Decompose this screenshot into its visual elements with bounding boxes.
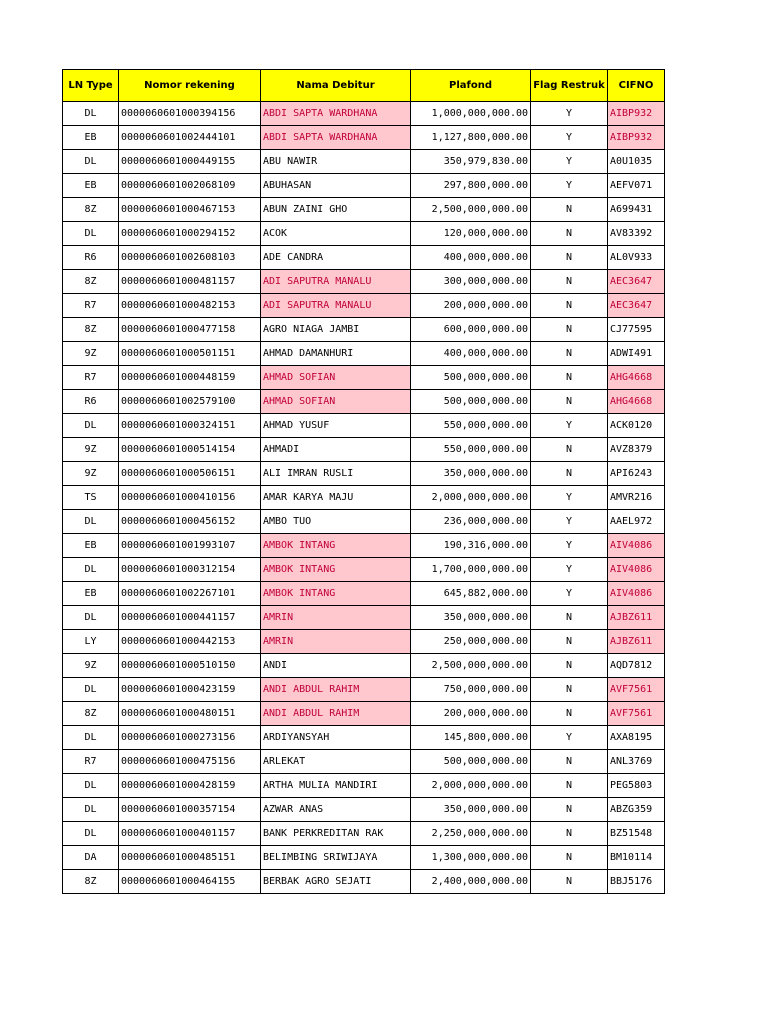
plafond-cell[interactable]: 1,300,000,000.00 bbox=[411, 846, 531, 870]
account-number-cell[interactable]: 0000060601002608103 bbox=[119, 246, 261, 270]
table-body bbox=[63, 102, 665, 894]
debtor-name-cell[interactable]: BANK PERKREDITAN RAK bbox=[261, 822, 411, 846]
cifno-cell[interactable]: CJ77595 bbox=[608, 318, 665, 342]
account-number-cell[interactable]: 0000060601000394156 bbox=[119, 102, 261, 126]
ln-type-cell[interactable]: R7 bbox=[63, 750, 119, 774]
plafond-cell[interactable]: 297,800,000.00 bbox=[411, 174, 531, 198]
plafond-cell[interactable]: 236,000,000.00 bbox=[411, 510, 531, 534]
plafond-cell[interactable]: 1,700,000,000.00 bbox=[411, 558, 531, 582]
flag-restruk-cell[interactable]: N bbox=[531, 702, 608, 726]
debtor-name-cell[interactable]: ARDIYANSYAH bbox=[261, 726, 411, 750]
debtor-name-cell[interactable]: ALI IMRAN RUSLI bbox=[261, 462, 411, 486]
plafond-cell[interactable]: 1,127,800,000.00 bbox=[411, 126, 531, 150]
ln-type-cell[interactable]: EB bbox=[63, 582, 119, 606]
cifno-cell[interactable]: BM10114 bbox=[608, 846, 665, 870]
debtor-name-cell[interactable]: AGRO NIAGA JAMBI bbox=[261, 318, 411, 342]
plafond-cell[interactable]: 2,500,000,000.00 bbox=[411, 198, 531, 222]
flag-restruk-cell[interactable]: N bbox=[531, 654, 608, 678]
debtor-name-cell[interactable]: AZWAR ANAS bbox=[261, 798, 411, 822]
account-number-cell[interactable]: 0000060601000312154 bbox=[119, 558, 261, 582]
header-row bbox=[63, 70, 665, 102]
ln-type-cell[interactable]: 8Z bbox=[63, 318, 119, 342]
cifno-cell[interactable]: ANL3769 bbox=[608, 750, 665, 774]
ln-type-cell[interactable]: 9Z bbox=[63, 462, 119, 486]
account-number-cell[interactable]: 0000060601000467153 bbox=[119, 198, 261, 222]
debtor-name-cell[interactable]: AHMADI bbox=[261, 438, 411, 462]
cifno-cell[interactable]: AMVR216 bbox=[608, 486, 665, 510]
account-number-cell[interactable]: 0000060601000456152 bbox=[119, 510, 261, 534]
plafond-cell[interactable]: 600,000,000.00 bbox=[411, 318, 531, 342]
table-row bbox=[63, 246, 665, 270]
table-row bbox=[63, 654, 665, 678]
cifno-cell[interactable]: ACK0120 bbox=[608, 414, 665, 438]
plafond-cell[interactable]: 200,000,000.00 bbox=[411, 294, 531, 318]
debtor-name-cell[interactable]: ANDI ABDUL RAHIM bbox=[261, 702, 411, 726]
plafond-cell[interactable]: 550,000,000.00 bbox=[411, 414, 531, 438]
table-row bbox=[63, 270, 665, 294]
flag-restruk-cell[interactable]: N bbox=[531, 270, 608, 294]
account-number-cell[interactable]: 0000060601000428159 bbox=[119, 774, 261, 798]
account-number-cell[interactable]: 0000060601000442153 bbox=[119, 630, 261, 654]
table-row bbox=[63, 822, 665, 846]
debtor-name-cell[interactable]: ABUN ZAINI GHO bbox=[261, 198, 411, 222]
ln-type-cell[interactable]: DL bbox=[63, 510, 119, 534]
table-row bbox=[63, 486, 665, 510]
debtor-name-cell[interactable]: AMRIN bbox=[261, 630, 411, 654]
ln-type-cell[interactable]: R6 bbox=[63, 390, 119, 414]
account-number-cell[interactable]: 0000060601000510150 bbox=[119, 654, 261, 678]
ln-type-cell[interactable]: TS bbox=[63, 486, 119, 510]
cifno-cell[interactable]: AIV4086 bbox=[608, 582, 665, 606]
table-row bbox=[63, 870, 665, 894]
table-row bbox=[63, 294, 665, 318]
account-number-cell[interactable]: 0000060601000294152 bbox=[119, 222, 261, 246]
cifno-cell[interactable]: AVF7561 bbox=[608, 678, 665, 702]
table-row bbox=[63, 462, 665, 486]
plafond-cell[interactable]: 2,500,000,000.00 bbox=[411, 654, 531, 678]
cifno-cell[interactable]: AAEL972 bbox=[608, 510, 665, 534]
debtor-name-cell[interactable]: ARTHA MULIA MANDIRI bbox=[261, 774, 411, 798]
cifno-cell[interactable]: AJBZ611 bbox=[608, 630, 665, 654]
account-number-cell[interactable]: 0000060601002444101 bbox=[119, 126, 261, 150]
account-number-cell[interactable]: 0000060601000324151 bbox=[119, 414, 261, 438]
table-row bbox=[63, 846, 665, 870]
debtor-name-cell[interactable]: AMAR KARYA MAJU bbox=[261, 486, 411, 510]
ln-type-cell[interactable]: R6 bbox=[63, 246, 119, 270]
header-debtor-name[interactable]: Nama Debitur bbox=[261, 70, 411, 102]
plafond-cell[interactable]: 2,250,000,000.00 bbox=[411, 822, 531, 846]
table-row bbox=[63, 630, 665, 654]
ln-type-cell[interactable]: DL bbox=[63, 726, 119, 750]
flag-restruk-cell[interactable]: N bbox=[531, 366, 608, 390]
flag-restruk-cell[interactable]: N bbox=[531, 462, 608, 486]
cifno-cell[interactable]: A699431 bbox=[608, 198, 665, 222]
debtor-name-cell[interactable]: ADI SAPUTRA MANALU bbox=[261, 294, 411, 318]
ln-type-cell[interactable]: DL bbox=[63, 150, 119, 174]
cifno-cell[interactable]: AHG4668 bbox=[608, 390, 665, 414]
plafond-cell[interactable]: 400,000,000.00 bbox=[411, 246, 531, 270]
plafond-cell[interactable]: 400,000,000.00 bbox=[411, 342, 531, 366]
ln-type-cell[interactable]: DL bbox=[63, 798, 119, 822]
plafond-cell[interactable]: 145,800,000.00 bbox=[411, 726, 531, 750]
cifno-cell[interactable]: AXA8195 bbox=[608, 726, 665, 750]
debtor-name-cell[interactable]: BELIMBING SRIWIJAYA bbox=[261, 846, 411, 870]
table-row bbox=[63, 750, 665, 774]
debtor-name-cell[interactable]: AMRIN bbox=[261, 606, 411, 630]
account-number-cell[interactable]: 0000060601000506151 bbox=[119, 462, 261, 486]
plafond-cell[interactable]: 350,979,830.00 bbox=[411, 150, 531, 174]
table-row bbox=[63, 126, 665, 150]
account-number-cell[interactable]: 0000060601002267101 bbox=[119, 582, 261, 606]
flag-restruk-cell[interactable]: N bbox=[531, 774, 608, 798]
plafond-cell[interactable]: 190,316,000.00 bbox=[411, 534, 531, 558]
ln-type-cell[interactable]: R7 bbox=[63, 366, 119, 390]
flag-restruk-cell[interactable]: N bbox=[531, 846, 608, 870]
flag-restruk-cell[interactable]: N bbox=[531, 750, 608, 774]
table-row bbox=[63, 102, 665, 126]
debtor-name-cell[interactable]: ADE CANDRA bbox=[261, 246, 411, 270]
debtor-name-cell[interactable]: ABUHASAN bbox=[261, 174, 411, 198]
account-number-cell[interactable]: 0000060601000477158 bbox=[119, 318, 261, 342]
account-number-cell[interactable]: 0000060601000448159 bbox=[119, 366, 261, 390]
plafond-cell[interactable]: 550,000,000.00 bbox=[411, 438, 531, 462]
plafond-cell[interactable]: 300,000,000.00 bbox=[411, 270, 531, 294]
flag-restruk-cell[interactable]: Y bbox=[531, 126, 608, 150]
account-number-cell[interactable]: 0000060601000401157 bbox=[119, 822, 261, 846]
cifno-cell[interactable]: AIBP932 bbox=[608, 102, 665, 126]
plafond-cell[interactable]: 500,000,000.00 bbox=[411, 390, 531, 414]
ln-type-cell[interactable]: DL bbox=[63, 822, 119, 846]
plafond-cell[interactable]: 2,000,000,000.00 bbox=[411, 774, 531, 798]
flag-restruk-cell[interactable]: Y bbox=[531, 582, 608, 606]
account-number-cell[interactable]: 0000060601001993107 bbox=[119, 534, 261, 558]
table-row bbox=[63, 438, 665, 462]
table-row bbox=[63, 318, 665, 342]
flag-restruk-cell[interactable]: Y bbox=[531, 726, 608, 750]
debtor-name-cell[interactable]: BERBAK AGRO SEJATI bbox=[261, 870, 411, 894]
account-number-cell[interactable]: 0000060601002068109 bbox=[119, 174, 261, 198]
cifno-cell[interactable]: AJBZ611 bbox=[608, 606, 665, 630]
flag-restruk-cell[interactable]: N bbox=[531, 198, 608, 222]
flag-restruk-cell[interactable]: N bbox=[531, 798, 608, 822]
plafond-cell[interactable]: 200,000,000.00 bbox=[411, 702, 531, 726]
ln-type-cell[interactable]: DL bbox=[63, 222, 119, 246]
debtor-name-cell[interactable]: ABDI SAPTA WARDHANA bbox=[261, 126, 411, 150]
ln-type-cell[interactable]: 8Z bbox=[63, 870, 119, 894]
flag-restruk-cell[interactable]: Y bbox=[531, 486, 608, 510]
flag-restruk-cell[interactable]: N bbox=[531, 606, 608, 630]
flag-restruk-cell[interactable]: N bbox=[531, 342, 608, 366]
account-number-cell[interactable]: 0000060601000485151 bbox=[119, 846, 261, 870]
flag-restruk-cell[interactable]: N bbox=[531, 678, 608, 702]
table-row bbox=[63, 678, 665, 702]
ln-type-cell[interactable]: EB bbox=[63, 534, 119, 558]
plafond-cell[interactable]: 1,000,000,000.00 bbox=[411, 102, 531, 126]
cifno-cell[interactable]: AEC3647 bbox=[608, 270, 665, 294]
cifno-cell[interactable]: AQD7812 bbox=[608, 654, 665, 678]
table-row bbox=[63, 558, 665, 582]
account-number-cell[interactable]: 0000060601000449155 bbox=[119, 150, 261, 174]
cifno-cell[interactable]: AHG4668 bbox=[608, 366, 665, 390]
ln-type-cell[interactable]: 8Z bbox=[63, 702, 119, 726]
account-number-cell[interactable]: 0000060601000357154 bbox=[119, 798, 261, 822]
flag-restruk-cell[interactable]: N bbox=[531, 630, 608, 654]
cifno-cell[interactable]: PEG5803 bbox=[608, 774, 665, 798]
ln-type-cell[interactable]: DL bbox=[63, 102, 119, 126]
table-row bbox=[63, 606, 665, 630]
table-row bbox=[63, 702, 665, 726]
cifno-cell[interactable]: API6243 bbox=[608, 462, 665, 486]
cifno-cell[interactable]: AL0V933 bbox=[608, 246, 665, 270]
plafond-cell[interactable]: 750,000,000.00 bbox=[411, 678, 531, 702]
ln-type-cell[interactable]: DL bbox=[63, 414, 119, 438]
debtor-name-cell[interactable]: AMBOK INTANG bbox=[261, 534, 411, 558]
debtor-name-cell[interactable]: ABU NAWIR bbox=[261, 150, 411, 174]
cifno-cell[interactable]: AIBP932 bbox=[608, 126, 665, 150]
cifno-cell[interactable]: BZ51548 bbox=[608, 822, 665, 846]
debtor-name-cell[interactable]: AHMAD DAMANHURI bbox=[261, 342, 411, 366]
header-plafond[interactable]: Plafond bbox=[411, 70, 531, 102]
table-row bbox=[63, 342, 665, 366]
account-number-cell[interactable]: 0000060601000482153 bbox=[119, 294, 261, 318]
ln-type-cell[interactable]: R7 bbox=[63, 294, 119, 318]
plafond-cell[interactable]: 645,882,000.00 bbox=[411, 582, 531, 606]
ln-type-cell[interactable]: DL bbox=[63, 606, 119, 630]
table-row bbox=[63, 174, 665, 198]
flag-restruk-cell[interactable]: N bbox=[531, 246, 608, 270]
ln-type-cell[interactable]: DL bbox=[63, 774, 119, 798]
debtor-name-cell[interactable]: AHMAD SOFIAN bbox=[261, 366, 411, 390]
account-number-cell[interactable]: 0000060601000514154 bbox=[119, 438, 261, 462]
ln-type-cell[interactable]: 9Z bbox=[63, 438, 119, 462]
account-number-cell[interactable]: 0000060601000501151 bbox=[119, 342, 261, 366]
table-row bbox=[63, 798, 665, 822]
plafond-cell[interactable]: 2,000,000,000.00 bbox=[411, 486, 531, 510]
account-number-cell[interactable]: 0000060601000441157 bbox=[119, 606, 261, 630]
header-ln-type[interactable]: LN Type bbox=[63, 70, 119, 102]
cifno-cell[interactable]: AV83392 bbox=[608, 222, 665, 246]
flag-restruk-cell[interactable]: N bbox=[531, 318, 608, 342]
debtor-name-cell[interactable]: ABDI SAPTA WARDHANA bbox=[261, 102, 411, 126]
account-number-cell[interactable]: 0000060601000464155 bbox=[119, 870, 261, 894]
cifno-cell[interactable]: AVF7561 bbox=[608, 702, 665, 726]
debtor-name-cell[interactable]: ADI SAPUTRA MANALU bbox=[261, 270, 411, 294]
table-row bbox=[63, 150, 665, 174]
ln-type-cell[interactable]: 8Z bbox=[63, 270, 119, 294]
ln-type-cell[interactable]: 9Z bbox=[63, 654, 119, 678]
debtor-name-cell[interactable]: ANDI ABDUL RAHIM bbox=[261, 678, 411, 702]
flag-restruk-cell[interactable]: N bbox=[531, 870, 608, 894]
ln-type-cell[interactable]: EB bbox=[63, 126, 119, 150]
account-number-cell[interactable]: 0000060601000273156 bbox=[119, 726, 261, 750]
table-row bbox=[63, 222, 665, 246]
ln-type-cell[interactable]: DL bbox=[63, 678, 119, 702]
flag-restruk-cell[interactable]: N bbox=[531, 438, 608, 462]
ln-type-cell[interactable]: DL bbox=[63, 558, 119, 582]
cifno-cell[interactable]: AIV4086 bbox=[608, 558, 665, 582]
flag-restruk-cell[interactable]: N bbox=[531, 822, 608, 846]
header-account-number[interactable]: Nomor rekening bbox=[119, 70, 261, 102]
account-number-cell[interactable]: 0000060601000410156 bbox=[119, 486, 261, 510]
cifno-cell[interactable]: AEFV071 bbox=[608, 174, 665, 198]
flag-restruk-cell[interactable]: Y bbox=[531, 558, 608, 582]
account-number-cell[interactable]: 0000060601000475156 bbox=[119, 750, 261, 774]
table-row bbox=[63, 198, 665, 222]
plafond-cell[interactable]: 500,000,000.00 bbox=[411, 366, 531, 390]
table-row bbox=[63, 774, 665, 798]
plafond-cell[interactable]: 500,000,000.00 bbox=[411, 750, 531, 774]
table-row bbox=[63, 366, 665, 390]
flag-restruk-cell[interactable]: Y bbox=[531, 102, 608, 126]
account-number-cell[interactable]: 0000060601002579100 bbox=[119, 390, 261, 414]
cifno-cell[interactable]: AVZ8379 bbox=[608, 438, 665, 462]
ln-type-cell[interactable]: 9Z bbox=[63, 342, 119, 366]
cifno-cell[interactable]: BBJ5176 bbox=[608, 870, 665, 894]
table-row bbox=[63, 510, 665, 534]
ln-type-cell[interactable]: DA bbox=[63, 846, 119, 870]
table-row bbox=[63, 390, 665, 414]
debtor-name-cell[interactable]: AMBO TUO bbox=[261, 510, 411, 534]
table-row bbox=[63, 534, 665, 558]
table-row bbox=[63, 414, 665, 438]
flag-restruk-cell[interactable]: N bbox=[531, 390, 608, 414]
account-number-cell[interactable]: 0000060601000481157 bbox=[119, 270, 261, 294]
cifno-cell[interactable]: AIV4086 bbox=[608, 534, 665, 558]
account-number-cell[interactable]: 0000060601000480151 bbox=[119, 702, 261, 726]
cifno-cell[interactable]: AEC3647 bbox=[608, 294, 665, 318]
plafond-cell[interactable]: 250,000,000.00 bbox=[411, 630, 531, 654]
flag-restruk-cell[interactable]: Y bbox=[531, 510, 608, 534]
header-cifno[interactable]: CIFNO bbox=[608, 70, 665, 102]
flag-restruk-cell[interactable]: N bbox=[531, 294, 608, 318]
table-row bbox=[63, 582, 665, 606]
ln-type-cell[interactable]: EB bbox=[63, 174, 119, 198]
flag-restruk-cell[interactable]: N bbox=[531, 222, 608, 246]
cifno-cell[interactable]: ADWI491 bbox=[608, 342, 665, 366]
cifno-cell[interactable]: A0U1035 bbox=[608, 150, 665, 174]
ln-type-cell[interactable]: LY bbox=[63, 630, 119, 654]
flag-restruk-cell[interactable]: Y bbox=[531, 174, 608, 198]
debtor-table bbox=[62, 69, 665, 894]
table-row bbox=[63, 726, 665, 750]
plafond-cell[interactable]: 350,000,000.00 bbox=[411, 798, 531, 822]
flag-restruk-cell[interactable]: Y bbox=[531, 534, 608, 558]
flag-restruk-cell[interactable]: Y bbox=[531, 414, 608, 438]
plafond-cell[interactable]: 120,000,000.00 bbox=[411, 222, 531, 246]
flag-restruk-cell[interactable]: Y bbox=[531, 150, 608, 174]
header-flag-restruk[interactable]: Flag Restruk bbox=[531, 70, 608, 102]
account-number-cell[interactable]: 0000060601000423159 bbox=[119, 678, 261, 702]
debtor-name-cell[interactable]: ARLEKAT bbox=[261, 750, 411, 774]
debtor-name-cell[interactable]: AHMAD SOFIAN bbox=[261, 390, 411, 414]
cifno-cell[interactable]: ABZG359 bbox=[608, 798, 665, 822]
plafond-cell[interactable]: 2,400,000,000.00 bbox=[411, 870, 531, 894]
ln-type-cell[interactable]: 8Z bbox=[63, 198, 119, 222]
debtor-name-cell[interactable]: AHMAD YUSUF bbox=[261, 414, 411, 438]
plafond-cell[interactable]: 350,000,000.00 bbox=[411, 606, 531, 630]
debtor-name-cell[interactable]: AMBOK INTANG bbox=[261, 558, 411, 582]
plafond-cell[interactable]: 350,000,000.00 bbox=[411, 462, 531, 486]
debtor-name-cell[interactable]: AMBOK INTANG bbox=[261, 582, 411, 606]
debtor-name-cell[interactable]: ACOK bbox=[261, 222, 411, 246]
debtor-name-cell[interactable]: ANDI bbox=[261, 654, 411, 678]
